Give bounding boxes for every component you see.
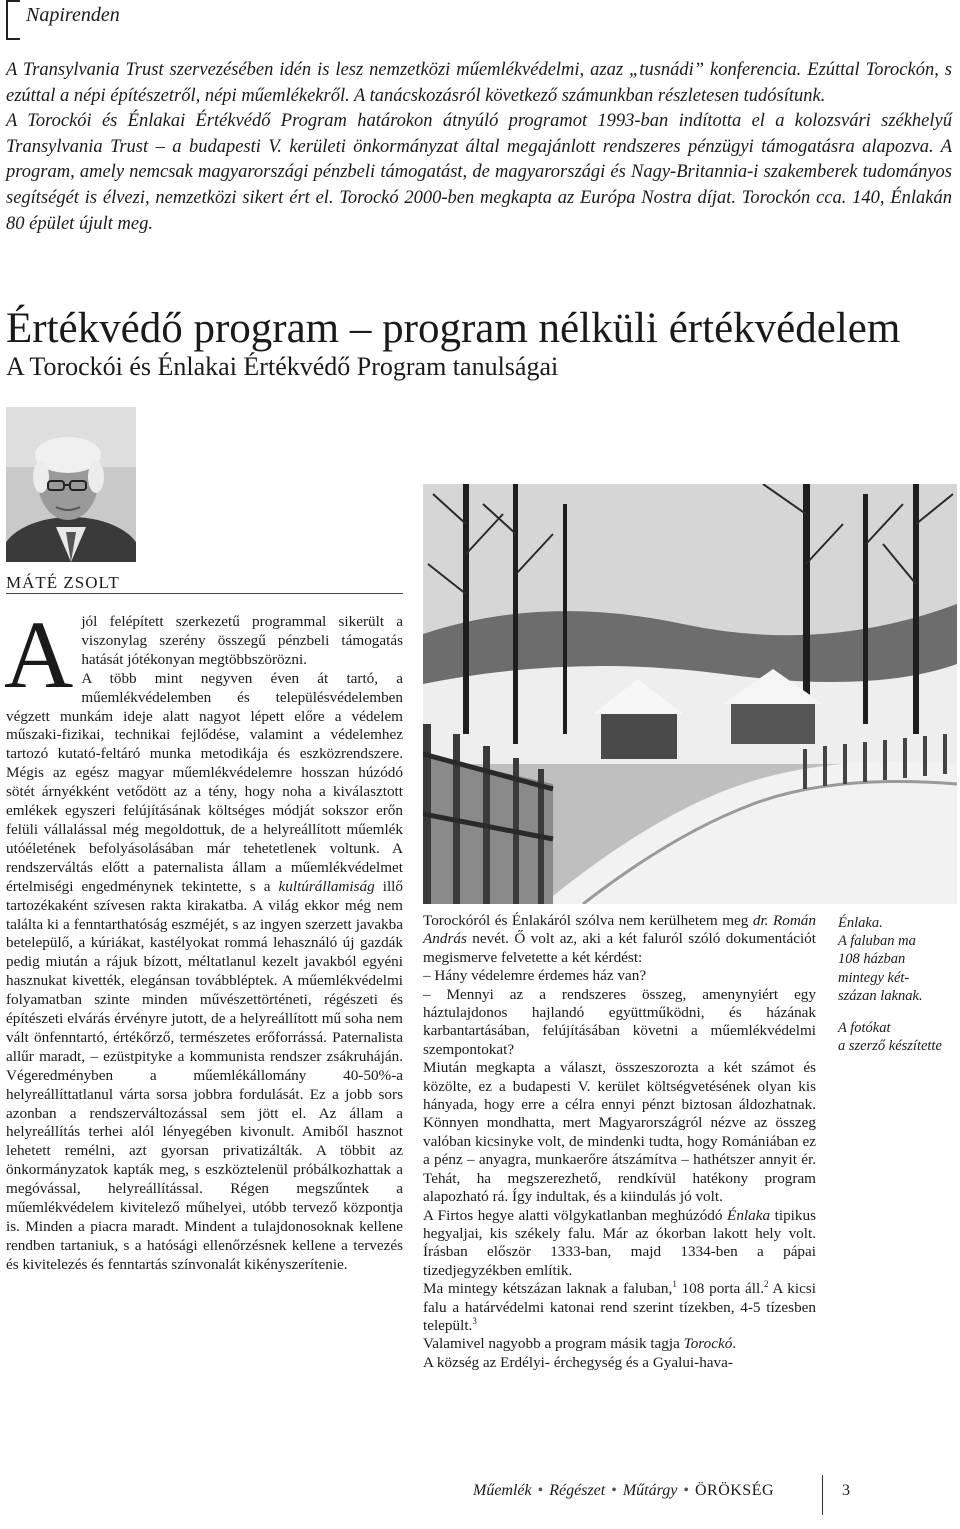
- intro-paragraph-2: A Torockói és Énlakai Értékvédő Program határokon átnyúló programot 1993-ban indította el a kolozsvári székhelyű Transylvania Trust – a budapesti V. kerületi önkormányzat által megajánlott rendszeres pénzügyi támogatásra alapozva. A program, amely nemcsak magyarországi pénzbeli támogatást, de magyarországi és Nagy-Britannia-i szakemberek tudományos segítségét is élvezi, nemzetközi sikert ért el. Torockó 2000-ben megkapta az Európa Nostra díjat. Torockón cca. 140, Énlakán 80 épület újult meg.: [6, 111, 952, 234]
- person-name: dr. Román András: [423, 912, 816, 948]
- intro-block: [6, 58, 952, 237]
- page-number: 3: [842, 1482, 850, 1499]
- body-paragraph: A több mint negyven éven át tartó, a műemlékvédelemben és településvédelemben végzett munkám ideje alatt nagyot lépett előre a védelem műszaki-fizikai, technikai fejlődése, valamint a védelemhez tartozó kutató-feltáró munka metodikája és eszközrendszere. Mégis az egész magyar műemlékvédelemre hosszan húzódó sötét árnyékként vetődött az a tény, hogy noha a kiválasztott emlékek egyszeri felújításának költséges módját sokszor erőn felüli vállalással még megoldottuk, de a helyreállított műemlék utóéletének befolyásolásában már tehetetlenek voltunk. A rendszerváltás előtt a paternalista állam a műemlékvédelmet értelmiségi engedménynek tekintette, s a kultúrállamiság illő tartozékaként szívesen rakta kirakatba. A világ ekkor még nem találta ki a fenntarthatóság eszméjét, s az ingyen szerzett javakba betelepülő, a kúriákat, kastélyokat rommá lehasználó új gazdák pedig miután a rájuk bízott, méltatlanul kezelt javakból egyéni hasznukat kivették, elegánsan továbbléptek. A műemlékvédelmi folyamatban szinte minden művészettörténeti, régészeti és építészeti elvárás érvényre jutott, de a helyreállított mű soha nem vált önfenntartó, értékőrző, természetes erőforrássá. Paternalista allűr maradt, – ezüstpityke a kommunista rendszer zsákruháján. Végeredményben a műemlékállomány 40-50%-a helyreállíttatlanul várta sorsa jobbra fordulását. Ez a jobb sors azonban a rendszerváltozással sem jött el. Az állam a helyreállítás terhei alól lényegében kivonult. Amiből hasznot lehetett remélni, azt gyorsan privatizálták. A többit az önkormányzatok kapták meg, s eszköztelenül próbálkozhattak a megóvással, helyreállítással. Régen megszűntek a műemlékvédelem kivitelező műhelyei, utóbb tervező központja is. Minden a piacra maradt. Mindent a tulajdonosoknak kellene rendben tartaniuk, s a hatósági ellenőrzésnek kellene a tervezés és kivitelezés és fenntartás színvonalát kikényszerítenie.: [6, 669, 403, 1273]
- bullet-icon: •: [537, 1482, 544, 1499]
- body-paragraph: A Firtos hegye alatti völgykatlanban meghúzódó Énlaka tipikus hegyaljai, kis székely falu. Már az ókorban lakott hely volt. Írásban először 1333-ban, majd 1334-ben a pápai tizedjegyzékben említik.: [423, 1206, 816, 1279]
- intro-paragraph-1: A Transylvania Trust szervezésében idén is lesz nemzetközi műemlékvédelmi, azaz „tusnádi” konferencia. Ezúttal Torockón, s ezúttal a népi építészetről, népi műemlékekről. A tanácskozásról következő számunkban részletesen tudósítunk.: [6, 60, 952, 106]
- dropcap: A: [4, 601, 74, 708]
- footer-item-mutargy: Műtárgy: [622, 1482, 678, 1499]
- author-divider: [6, 593, 403, 594]
- body-paragraph: A község az Erdélyi- érchegység és a Gyalui-hava-: [423, 1353, 733, 1371]
- question-1: – Hány védelemre érdemes ház van?: [423, 967, 647, 985]
- winter-village-road-photo: [423, 484, 957, 904]
- section-label: Napirenden: [26, 4, 120, 26]
- page-footer: [473, 1482, 774, 1500]
- article-subtitle: A Torockói és Énlakai Értékvédő Program tanulságai: [6, 352, 559, 381]
- body-paragraph: Torockóról és Énlakáról szólva nem kerülhetem meg dr. Román András nevét. Ő volt az, aki a két faluról szóló dokumentációt megismerve felvetette a két kérdést:: [423, 912, 816, 966]
- footer-item-regeszet: Régészet: [549, 1482, 606, 1499]
- footnote-ref: 1: [672, 1279, 677, 1290]
- body-paragraph: Ma mintegy kétszázan laknak a faluban,$^1$ 108 porta áll.$^2$ A kicsi falu a határvédelmi katonai rend szerint tízekben, 4-5 tízesben települt.$^3$: [423, 1279, 816, 1334]
- footer-divider: [822, 1475, 823, 1515]
- body-column-right: [423, 912, 816, 1372]
- lead-text: jól felépített szerkezetű programmal sikerült a viszonylag szerény összegű pénzbeli támogatás hatását jótékonyan megtöbbszörözni.: [81, 613, 403, 668]
- footer-item-muemlek: Műemlék: [473, 1482, 532, 1499]
- photo-credit: A fotókat a szerző készítette: [838, 1020, 942, 1055]
- body-paragraph: Miután megkapta a választ, összeszorozta a két számot és közölte, ez a budapesti V. kerület költségvetésének olyan kis hányada, hogy erre a célra ennyi pénzt biztosan áldozhatnak. Könnyen mondhatta, mert Magyarországról nézve az összeg valóban kicsinyke volt, de mindenki tudta, hogy Romániában ez a pénz – anyagra, munkaerőre átszámítva – hathétszer annyit ér. Tehát, ha megszerezhető, rendkívül hatékony program alapozható rá. Így indultak, és a kiindulás jó volt.: [423, 1059, 816, 1206]
- body-paragraph: Valamivel nagyobb a program másik tagja Torockó.: [423, 1335, 737, 1353]
- body-column-left: [4, 601, 403, 1275]
- publication-name: ÖRÖKSÉG: [694, 1482, 775, 1499]
- caption-text: Énlaka. A faluban ma 108 házban mintegy két- százan laknak.: [838, 915, 923, 1004]
- bullet-icon: •: [683, 1482, 689, 1499]
- author-name: MÁTÉ ZSOLT: [6, 573, 120, 592]
- emphasis-term: kultúrállamiság: [278, 877, 375, 895]
- place-name: Énlaka: [727, 1206, 771, 1224]
- portrait-illustration: [6, 407, 136, 562]
- author-portrait-photo: [6, 407, 136, 562]
- footnote-ref: 3: [472, 1315, 477, 1326]
- bullet-icon: •: [611, 1482, 617, 1499]
- photo-caption: [838, 914, 960, 1069]
- footnote-ref: 2: [764, 1279, 769, 1290]
- lead-paragraph: [4, 601, 403, 708]
- article-title: Értékvédő program – program nélküli értékvédelem: [6, 305, 901, 352]
- question-2: – Mennyi az a rendszeres összeg, amenynyiért egy háztulajdonos hajlandó együttműködni, és házának karbantartásában, felújításában követni a műemlékvédelmi szempontokat?: [423, 985, 816, 1058]
- landscape-illustration: [423, 484, 957, 904]
- section-bracket: [6, 0, 20, 40]
- place-name: Torockó: [683, 1335, 733, 1353]
